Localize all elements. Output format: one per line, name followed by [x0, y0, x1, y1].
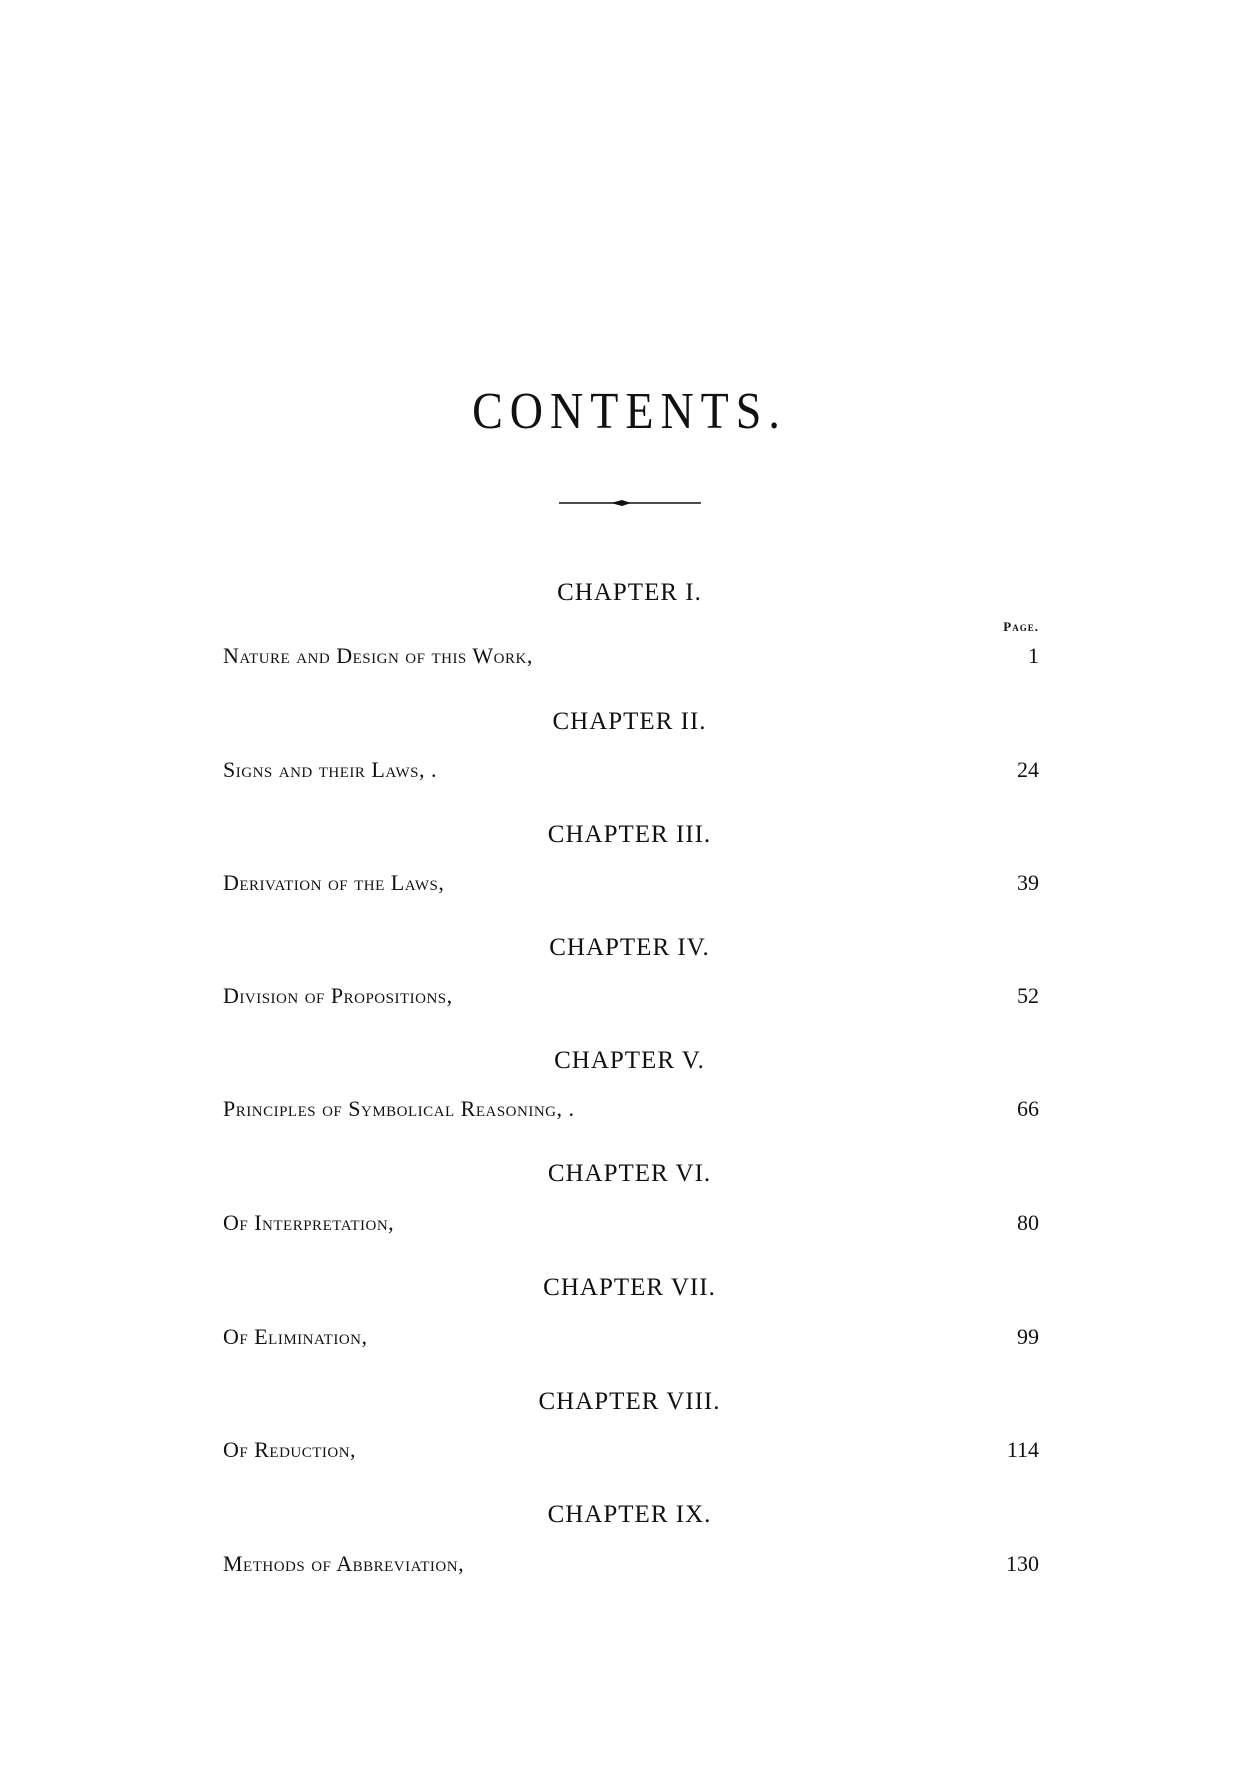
- page-number: 130: [1006, 1551, 1039, 1576]
- chapter-title: Signs and their Laws, .: [223, 757, 437, 782]
- chapter-title: Derivation of the Laws,: [223, 870, 445, 895]
- page-number: 1: [1028, 643, 1039, 668]
- chapter-title: Methods of Abbreviation,: [223, 1551, 465, 1576]
- chapter-heading: CHAPTER VIII.: [538, 1388, 721, 1415]
- chapter-title: Of Reduction,: [223, 1437, 357, 1462]
- page-number: 114: [1006, 1437, 1039, 1462]
- page-number: 24: [1017, 757, 1039, 782]
- chapter-heading: CHAPTER VI.: [547, 1160, 712, 1187]
- page-number: 66: [1017, 1096, 1039, 1121]
- chapter-title: Of Elimination,: [223, 1324, 368, 1349]
- chapter-title: Principles of Symbolical Reasoning, .: [223, 1096, 575, 1121]
- chapter-heading: CHAPTER IV.: [549, 934, 710, 961]
- chapter-title: Nature and Design of this Work,: [223, 643, 533, 668]
- page-title: CONTENTS.: [472, 381, 787, 439]
- page-number: 52: [1017, 983, 1039, 1008]
- page-column-label: Page.: [1003, 619, 1039, 634]
- chapter-heading: CHAPTER I.: [557, 579, 702, 606]
- page-number: 99: [1017, 1324, 1039, 1349]
- chapter-heading: CHAPTER II.: [552, 708, 707, 735]
- chapter-title: Division of Propositions,: [223, 983, 453, 1008]
- page-number: 80: [1017, 1210, 1039, 1235]
- page-number: 39: [1017, 870, 1039, 895]
- chapter-heading: CHAPTER V.: [554, 1047, 705, 1074]
- ornament-divider-icon: [559, 496, 701, 510]
- chapter-heading: CHAPTER VII.: [543, 1274, 716, 1301]
- chapter-heading: CHAPTER IX.: [547, 1501, 712, 1528]
- chapter-title: Of Interpretation,: [223, 1210, 395, 1235]
- chapter-heading: CHAPTER III.: [547, 821, 712, 848]
